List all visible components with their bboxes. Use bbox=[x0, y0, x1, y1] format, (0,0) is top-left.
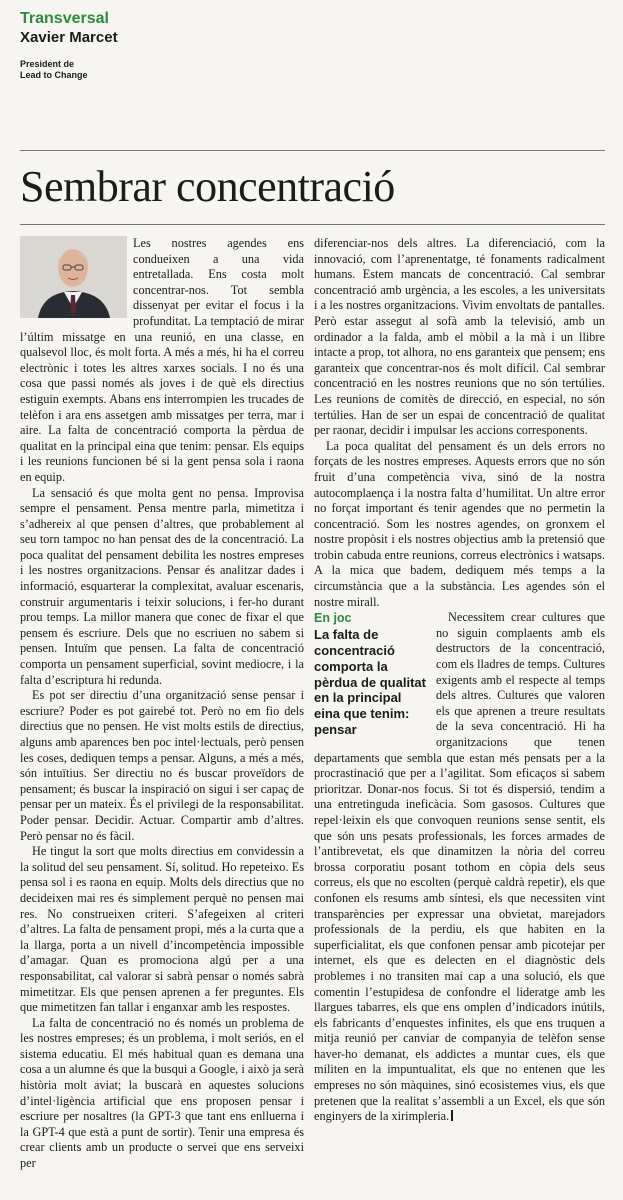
paragraph: La poca qualitat del pensament és un dels errors no forçats de les nostres empreses. Aquests errors que no són fruit d’una competència viva, sinó de la nostra autocomplaença i la nostra falta d’humilitat. Un altre error no forçat important és tenir agendes que no permetin la concentració. Som les nostres agendes, on gronxem el nostre propòsit i els nostres objectius amb la pretensió que trobin cabuda entre reunions, correus electrònics i watsaps. A la mica que badem, dediquem més temps a la circumstància que a la substància. Les agendes són el nostre mirall. bbox=[314, 438, 605, 609]
headline-bottom-divider bbox=[20, 224, 605, 225]
paragraph: He tingut la sort que molts directius em convidessin a la solitud del seu pensament. Sí, solitud. Ho repeteixo. Es pensa sol i es raona en equip. Molts dels directius que no decideixen mai res és simplement perquè no pensen mai res. No construeixen criteri. S’afegeixen al criteri d’altres. La falta de pensament propi, més a la curta que a la llarga, porta a un nivell d’incompetència impossible d’amagar. Quan es promociona algú per a una responsabilitat, cal valorar si sabrà pensar o només sabrà mimetitzar. Els que pensen aprenen a fer preguntes. Els que mimetitzen fan tallar i enganxar amb les respostes. bbox=[20, 844, 304, 1015]
pull-quote bbox=[314, 611, 426, 738]
author-role-line: Lead to Change bbox=[20, 70, 88, 80]
masthead bbox=[20, 10, 140, 81]
pull-quote-text: La falta de concentració comporta la pèrdua de qualitat en la principal eina que tenim: pensar bbox=[314, 627, 426, 738]
article-column-1 bbox=[20, 236, 304, 1172]
end-of-article-mark bbox=[451, 1110, 453, 1121]
author-name: Xavier Marcet bbox=[20, 29, 118, 46]
author-portrait-illustration bbox=[20, 236, 127, 318]
paragraph: Es pot ser directiu d’una organització sense pensar i escriure? Poder es pot gairebé tot. Però no em fio dels directius que no pensen. He vist molts estils de directius, alguns amb aparences ben poc intel·lectuals, però pensen les coses, dediquen temps a pensar. Alguns, a més a més, són intuïtius. Ser directiu no és buscar proveïdors de pensament; és buscar la inspiració on sigui i ser capaç de pensar per un mateix. És el privilegi de la responsabilitat. Poder pensar. Decidir. Actuar. Compartir amb d’altres. Però pensar no és fàcil. bbox=[20, 688, 304, 843]
paragraph: La falta de concentració no és només un problema de les nostres empreses; és un problema, i molt seriós, en el sistema educatiu. El més habitual quan es demana una cosa a un alumne és que la busqui a Google, i això ja serà història molt aviat; la buscarà en aquestes solucions d’intel·ligència artificial que ens proposen pensar i escriure per nosaltres (la GPT-3 que tant ens enlluerna i la GPT-4 que està a punt de sortir). Tenir una empresa és crear clients amb un producte o servei que ens serveixi per bbox=[20, 1015, 304, 1171]
paragraph-text: Necessitem crear cultures que no siguin complaents amb els destructors de la concentració, com els lladres de temps. Cultures exigents amb el respecte al temps dels altres. Cultures que valoren els que aprenen a treure resultats de la seva concentració. Hi ha organitzacions que tenen departaments que sembla que estan més pensats per a la procrastinació que per a l’agilitat. Som eficaços si sabem prioritzar. Donar-nos focus. Si tot és dispersió, tendim a una entretinguda ineficàcia. Som gasosos. Cultures que repel·leixin els que convoquen reunions sense sentit, els que són uns pesats professionals, les forces armades de l’antibrevetat, els que dinamitzen la nòria del correu brossa corporatiu posant tothom en còpia dels seus correus, els que no escolten (perquè caldrà repetir), els que confonen els resums amb síntesi, els que necessiten vint transparències per expressar una obvietat, marejadors professionals de la perdiu, els que habiten en la superficialitat, els que confonen pensar amb picotejar per internet, els que es delecten en el diagnòstic dels problemes i no transiten mai cap a una solució, els que comentin l’estupidesa de confondre el lideratge amb les llargues tabarres, els que ens omplen d’indicadors inútils, els fabricants d’enquestes infinites, els que ens truquen a mitja reunió per canviar de companyia de telèfon sense haver-ho demanat, els addictes a muntar cues, els que militen en la impuntualitat, els que no entenen que les empreses no són màquines, sinó ecosistemes vius, els que pretenen que la realitat s’assembli a un Excel, els que són enginyers de la xirimpleria. bbox=[314, 610, 605, 1124]
author-photo bbox=[20, 236, 127, 318]
paragraph: La sensació és que molta gent no pensa. Improvisa sempre el pensament. Pensa mentre parla, mimetitza i s’adhereix al que pensen d’altres, que probablement al seu torn tampoc no han pensat des de la concentració. La poca qualitat del pensament debilita les nostres empreses i les nostres organitzacions. Pensar és analitzar dades i informació, esquarterar la complexitat, avaluar escenaris, construir argumentaris i teixir solucions, i fer-ho durant prou temps. La millor manera que conec de fixar el que pensem és escriure. Dels que no escriuen no sabem si pensen. Intuïm que pensen. La falta de concentració comporta un pensament superficial, sovint mediocre, i la falta d’escriptura hi redunda. bbox=[20, 485, 304, 687]
author-role bbox=[20, 59, 140, 81]
author-role-line: President de bbox=[20, 59, 75, 69]
article-headline: Sembrar concentració bbox=[20, 162, 395, 211]
article-column-2 bbox=[314, 236, 605, 1125]
paragraph: Les nostres agendes ens condueixen a una vida entretallada. Ens costa molt concentrar-nos. Tot sembla dissenyat per evitar el focus i la profunditat. La temptació de mirar l’últim missatge en una reunió, en una classe, en qualsevol lloc, és molt forta. A més a més, hi ha el correu electrònic i totes les altres xarxes socials. I no és una cosa que passi només als joves i de què els directius estiguin exempts. Abans ens interrompien les trucades de telèfon i ara ens assetgen amb missatges per terra, mar i aire. La falta de concentració comporta la pèrdua de qualitat en la principal eina que tenim: pensar. Els equips i les reunions funcionen bé si la gent pensa sola i raona en equip. bbox=[20, 236, 304, 484]
headline-top-divider bbox=[20, 150, 605, 151]
pull-quote-label: En joc bbox=[314, 611, 352, 626]
paragraph: diferenciar-nos dels altres. La diferenciació, com la innovació, com l’aprenentatge, té fonaments radicalment humans. Estem mancats de concentració. Cal sembrar concentració amb urgència, a les escoles, a les universitats i a les nostres organitzacions. Vivim envoltats de pantalles. Però estar assegut al sofà amb la televisió, amb un ordinador a la falda, amb el mòbil a la mà i un llibre intacte a prop, tot alhora, no ens garanteix que pensem; ens garanteix que concentrar-nos és molt difícil. Cal sembrar concentració en les nostres reunions que no són tertúlies. Les reunions de comitès de direcció, en especial, no són tertúlies. Han de ser un espai de concentració de qualitat per raonar, decidir i impulsar les accions corresponents. bbox=[314, 236, 605, 438]
section-label: Transversal bbox=[20, 10, 109, 27]
